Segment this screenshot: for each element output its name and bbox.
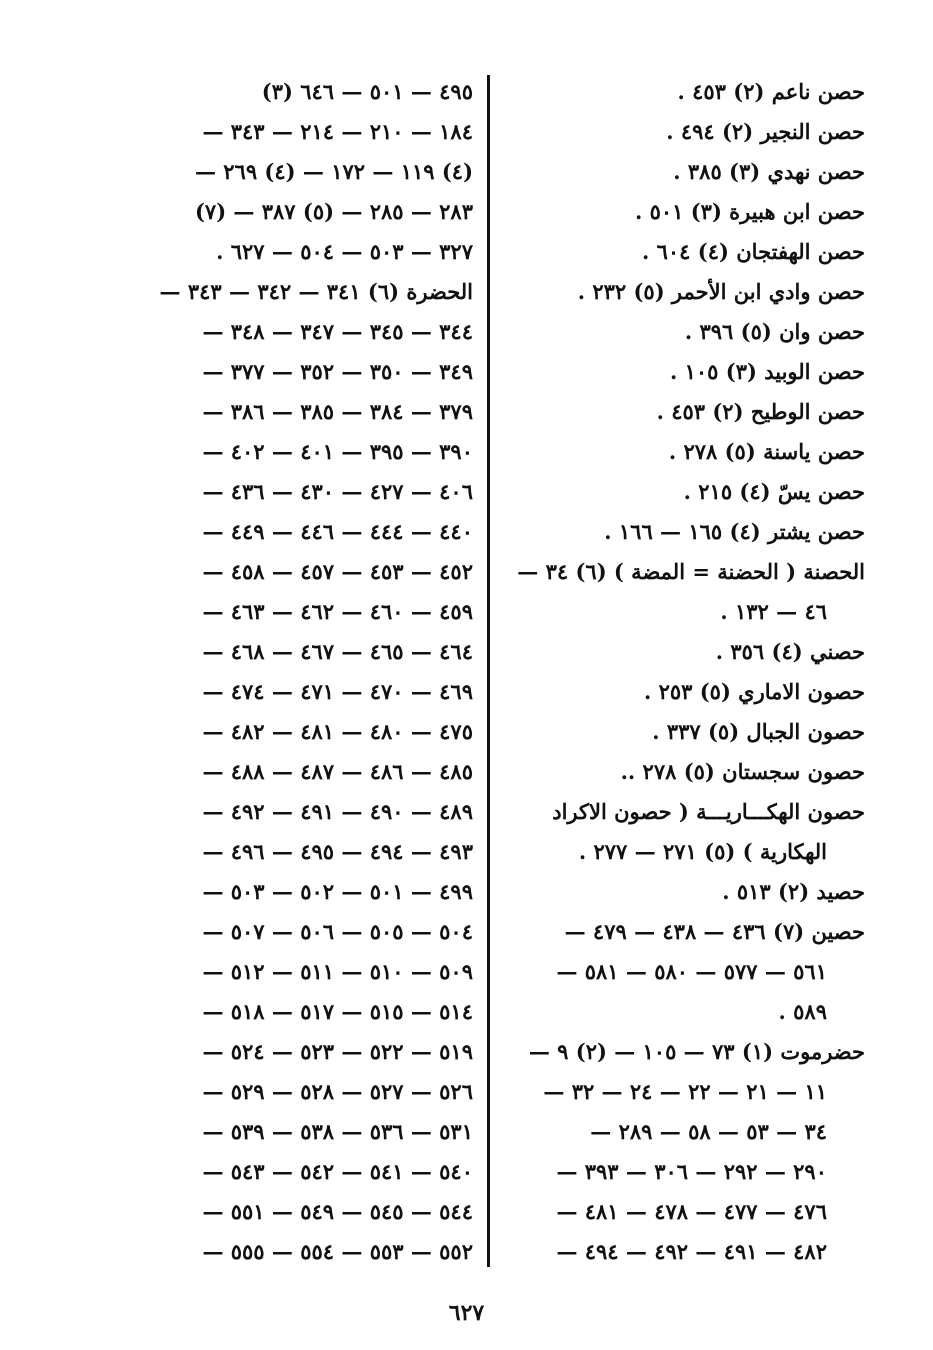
index-entry-line: ٤٨٥ — ٤٨٦ — ٤٨٧ — ٤٨٨ — bbox=[202, 759, 473, 784]
index-entry-line: حصن يسّ (٤) ٢١٥ . bbox=[683, 479, 865, 504]
index-entry-line: حصيد (٢) ٥١٣ . bbox=[722, 879, 865, 904]
index-entry-line: ٤٥٢ — ٤٥٣ — ٤٥٧ — ٤٥٨ — bbox=[202, 559, 473, 584]
index-entry-line: ٥١٩ — ٥٢٢ — ٥٢٣ — ٥٢٤ — bbox=[202, 1039, 473, 1064]
index-entry-line: الحضرة (٦) ٣٤١ — ٣٤٢ — ٣٤٣ — bbox=[159, 279, 473, 304]
index-entry-line: حصن الوبيد (٣) ١٠٥ . bbox=[669, 359, 865, 384]
index-entry-line: ٤٩٩ — ٥٠١ — ٥٠٢ — ٥٠٣ — bbox=[202, 879, 473, 904]
index-entry-line: ٤٩٣ — ٤٩٤ — ٤٩٥ — ٤٩٦ — bbox=[202, 839, 473, 864]
index-entry-line: ٤٥٩ — ٤٦٠ — ٤٦٢ — ٤٦٣ — bbox=[202, 599, 473, 624]
index-entry-line: ٢٩٠ — ٢٩٢ — ٣٠٦ — ٣٩٣ — bbox=[556, 1159, 827, 1184]
index-entry-line: حصون الاماري (٥) ٢٥٣ . bbox=[643, 679, 865, 704]
index-entry-line: حصن نهدي (٣) ٣٨٥ . bbox=[673, 159, 865, 184]
index-entry-line: ٤٠٦ — ٤٢٧ — ٤٣٠ — ٤٣٦ — bbox=[202, 479, 473, 504]
index-entry-line: حضرموت (١) ٧٣ — ١٠٥ — (٢) ٩ — bbox=[528, 1039, 865, 1064]
index-entry-line: ٣٩٠ — ٣٩٥ — ٤٠١ — ٤٠٢ — bbox=[202, 439, 473, 464]
index-entry-line: حصون الجبال (٥) ٣٣٧ . bbox=[652, 719, 865, 744]
index-entry-line: ٤٨٩ — ٤٩٠ — ٤٩١ — ٤٩٢ — bbox=[202, 799, 473, 824]
index-entry-line: ٤٧٥ — ٤٨٠ — ٤٨١ — ٤٨٢ — bbox=[202, 719, 473, 744]
index-entry-line: حصن ناعم (٢) ٤٥٣ . bbox=[677, 79, 865, 104]
index-entry-line: حصن الوطيح (٢) ٤٥٣ . bbox=[656, 399, 865, 424]
index-entry-line: ٥٢٦ — ٥٢٧ — ٥٢٨ — ٥٢٩ — bbox=[202, 1079, 473, 1104]
index-entry-line: ٥٤٠ — ٥٤١ — ٥٤٢ — ٥٤٣ — bbox=[202, 1159, 473, 1184]
left-index-column bbox=[128, 72, 473, 1272]
index-entry-line: ٥٠٩ — ٥١٠ — ٥١١ — ٥١٢ — bbox=[202, 959, 473, 984]
index-entry-line: حصين (٧) ٤٣٦ — ٤٣٨ — ٤٧٩ — bbox=[564, 919, 865, 944]
index-entry-line: حصن ياسنة (٥) ٢٧٨ . bbox=[668, 439, 865, 464]
index-entry-line: حصون سجستان (٥) ٢٧٨ .. bbox=[620, 759, 865, 784]
index-entry-line: ٥١٤ — ٥١٥ — ٥١٧ — ٥١٨ — bbox=[202, 999, 473, 1024]
index-entry-line: ٤٨٢ — ٤٩١ — ٤٩٢ — ٤٩٤ — bbox=[556, 1239, 827, 1264]
index-entry-line: حصن وان (٥) ٣٩٦ . bbox=[684, 319, 865, 344]
index-entry-line: ٣٧٩ — ٣٨٤ — ٣٨٥ — ٣٨٦ — bbox=[202, 399, 473, 424]
index-entry-line: ١١ — ٢١ — ٢٢ — ٢٤ — ٣٢ — bbox=[543, 1079, 827, 1104]
index-entry-line: ٤٦٤ — ٤٦٥ — ٤٦٧ — ٤٦٨ — bbox=[202, 639, 473, 664]
index-entry-line: ٥٨٩ . bbox=[778, 999, 827, 1024]
index-entry-line: حصون الهكـــاريـــة ( حصون الاكراد bbox=[552, 799, 865, 824]
index-entry-line: ٣٤ — ٥٣ — ٥٨ — ٢٨٩ — bbox=[590, 1119, 827, 1144]
right-index-column bbox=[465, 72, 865, 1272]
index-entry-line: حصن ابن هبيرة (٣) ٥٠١ . bbox=[634, 199, 865, 224]
index-entry-line: ٤٩٥ — ٥٠١ — ٦٤٦ (٣) bbox=[261, 79, 473, 104]
index-entry-line: ٤٦ — ١٣٢ . bbox=[720, 599, 827, 624]
column-divider bbox=[487, 75, 490, 1267]
index-entry-line: ٣٤٩ — ٣٥٠ — ٣٥٢ — ٣٧٧ — bbox=[202, 359, 473, 384]
index-entry-line: حصن يشتر (٤) ١٦٥ — ١٦٦ . bbox=[604, 519, 865, 544]
index-entry-line: ٤٦٩ — ٤٧٠ — ٤٧١ — ٤٧٤ — bbox=[202, 679, 473, 704]
index-entry-line: حصن وادي ابن الأحمر (٥) ٢٣٢ . bbox=[577, 279, 865, 304]
index-entry-line: الحصنة ( الحضنة = المضة ) (٦) ٣٤ — bbox=[517, 559, 865, 584]
index-entry-line: حصن الهفتجان (٤) ٦٠٤ . bbox=[642, 239, 865, 264]
index-entry-line: ٥٠٤ — ٥٠٥ — ٥٠٦ — ٥٠٧ — bbox=[202, 919, 473, 944]
index-entry-line: ٥٣١ — ٥٣٦ — ٥٣٨ — ٥٣٩ — bbox=[202, 1119, 473, 1144]
index-entry-line: ٥٦١ — ٥٧٧ — ٥٨٠ — ٥٨١ — bbox=[556, 959, 827, 984]
index-entry-line: ٣٢٧ — ٥٠٣ — ٥٠٤ — ٦٢٧ . bbox=[216, 239, 473, 264]
index-entry-line: ٥٥٢ — ٥٥٣ — ٥٥٤ — ٥٥٥ — bbox=[202, 1239, 473, 1264]
index-entry-line: ٣٤٤ — ٣٤٥ — ٣٤٧ — ٣٤٨ — bbox=[202, 319, 473, 344]
index-entry-line: ٤٤٠ — ٤٤٤ — ٤٤٦ — ٤٤٩ — bbox=[202, 519, 473, 544]
index-entry-line: الهكارية ) (٥) ٢٧١ — ٢٧٧ . bbox=[578, 839, 827, 864]
index-entry-line: (٤) ١١٩ — ١٧٢ — (٤) ٢٦٩ — bbox=[194, 159, 473, 184]
index-entry-line: حصن النجير (٢) ٤٩٤ . bbox=[666, 119, 865, 144]
index-entry-line: ٤٧٦ — ٤٧٧ — ٤٧٨ — ٤٨١ — bbox=[556, 1199, 827, 1224]
page-number: ٦٢٧ bbox=[448, 1300, 485, 1326]
index-entry-line: ٢٨٣ — ٢٨٥ — (٥) ٣٨٧ — (٧) bbox=[194, 199, 473, 224]
index-entry-line: ١٨٤ — ٢١٠ — ٢١٤ — ٣٤٣ — bbox=[202, 119, 473, 144]
index-entry-line: حصني (٤) ٣٥٦ . bbox=[715, 639, 865, 664]
index-entry-line: ٥٤٤ — ٥٤٥ — ٥٤٩ — ٥٥١ — bbox=[202, 1199, 473, 1224]
